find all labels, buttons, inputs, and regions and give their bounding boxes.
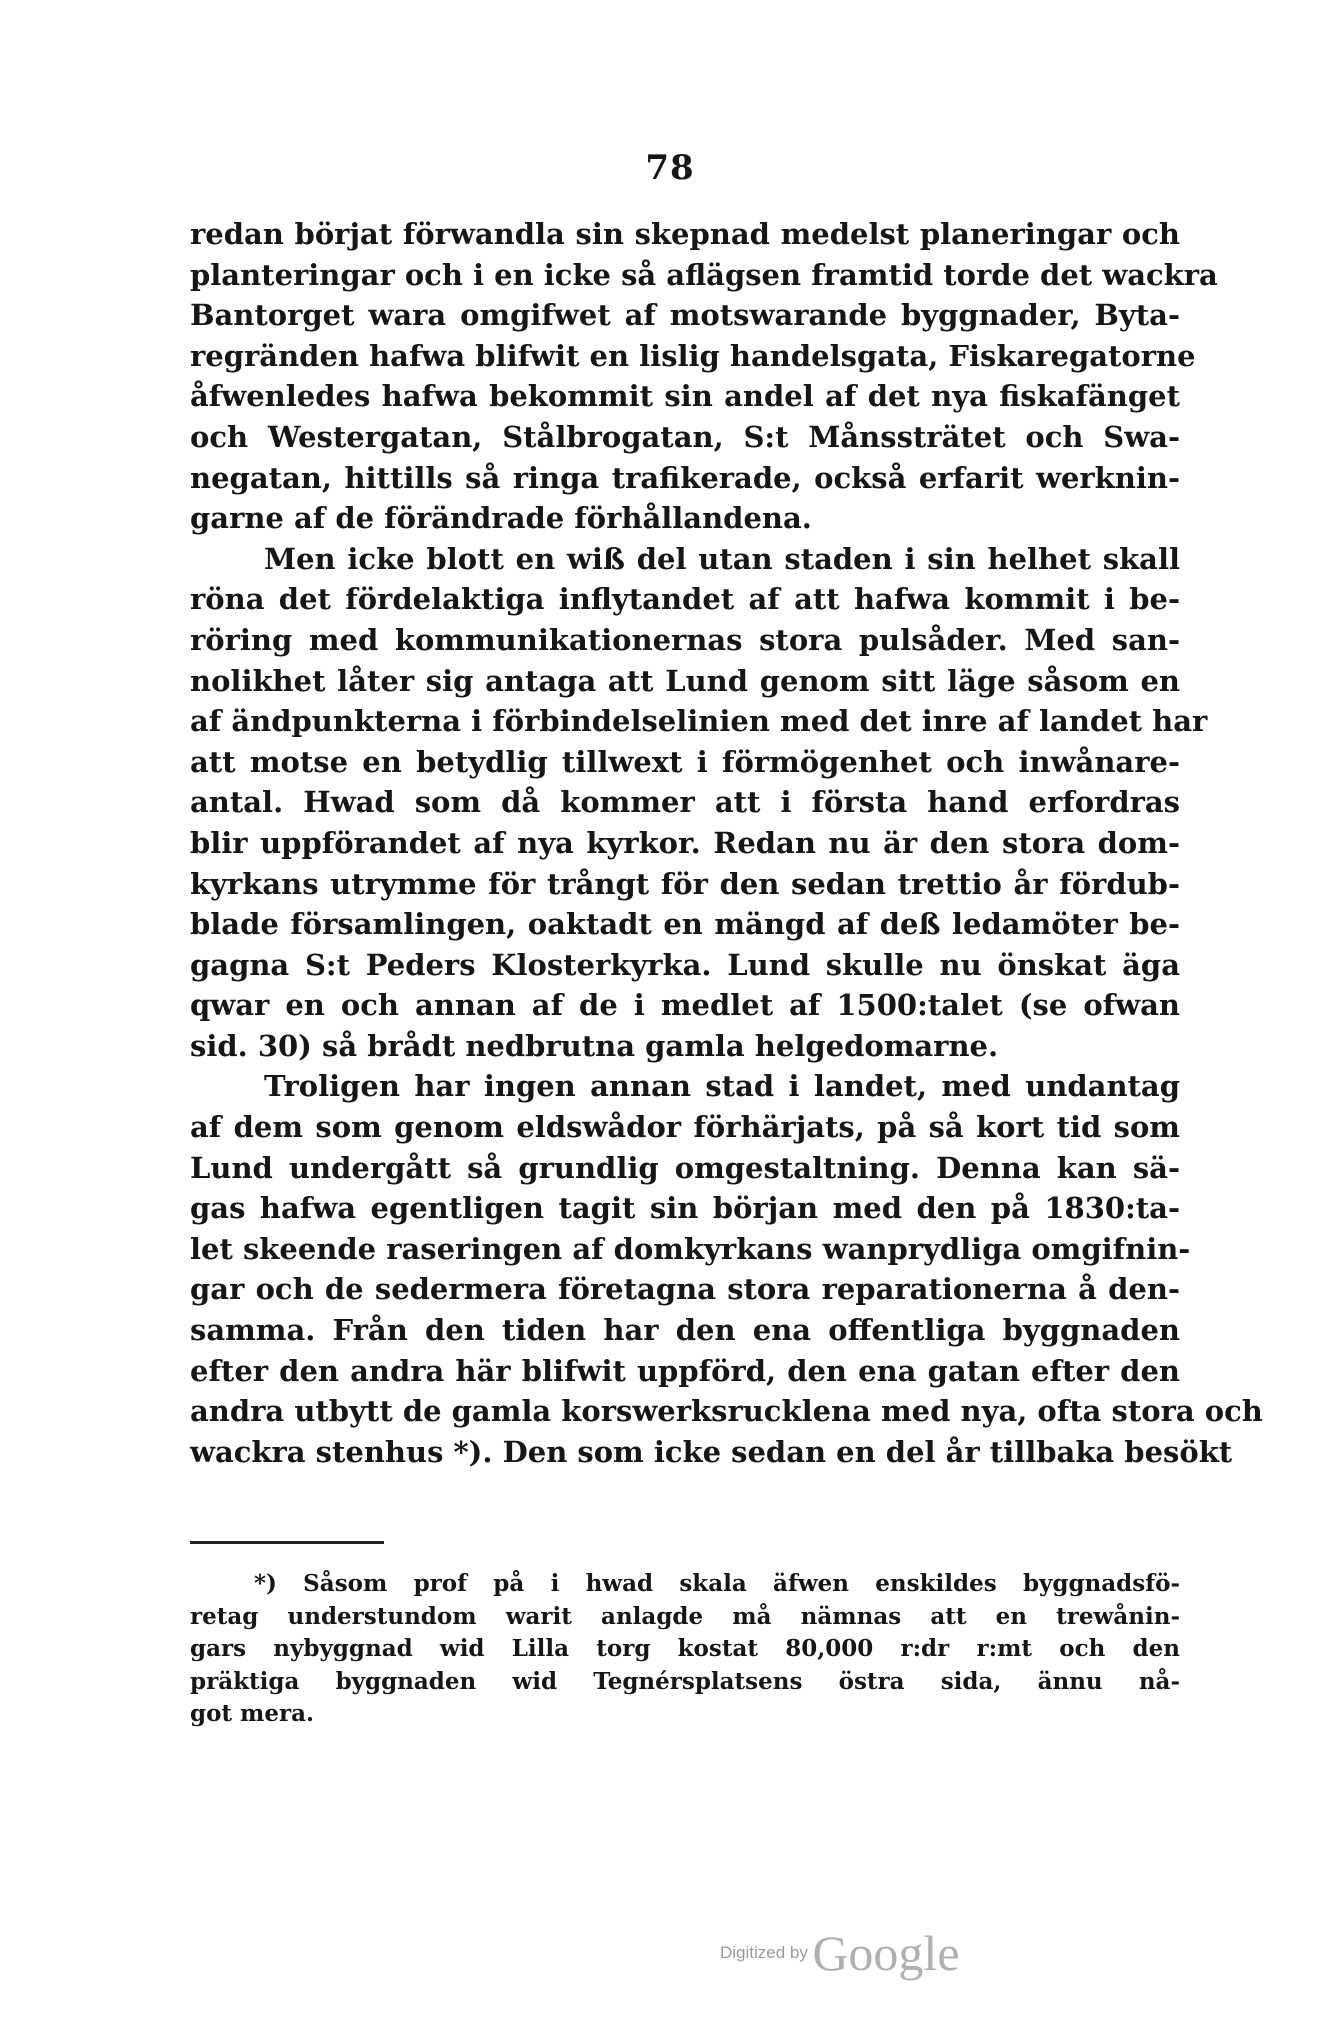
body-text-line: blir uppförandet af nya kyrkor. Redan nu är den stora dom- — [190, 825, 1180, 860]
body-text-line: gas hafwa egentligen tagit sin början med den på 1830:ta- — [190, 1191, 1180, 1226]
footnote — [190, 1568, 1180, 1731]
body-text-line: att motse en betydlig tillwext i förmögenhet och inwånare- — [190, 744, 1180, 779]
body-text-line: röring med kommunikationernas stora pulsåder. Med san- — [190, 622, 1180, 657]
body-text-line: gagna S:t Peders Klosterkyrka. Lund skulle nu önskat äga — [190, 947, 1180, 982]
body-text-line: sid. 30) så brådt nedbrutna gamla helgedomarne. — [190, 1028, 999, 1063]
body-text-line: antal. Hwad som då kommer att i första hand erfordras — [190, 785, 1180, 820]
body-text-line: Lund undergått så grundlig omgestaltning. Denna kan sä- — [190, 1150, 1180, 1185]
body-text-line: röna det fördelaktiga inflytandet af att hafwa kommit i be- — [190, 582, 1180, 617]
body-text-line: negatan, hittills så ringa trafikerade, också erfarit werknin- — [190, 460, 1180, 495]
body-text-line: och Westergatan, Stålbrogatan, S:t Månssträtet och Swa- — [190, 419, 1180, 454]
body-text-line: andra utbytt de gamla korswerksrucklena med nya, ofta stora och — [190, 1394, 1263, 1429]
body-text — [190, 214, 1263, 1472]
body-text-line: Troligen har ingen annan stad i landet, med undantag — [264, 1069, 1180, 1104]
body-text-line: af ändpunkterna i förbindelselinien med det inre af landet har — [190, 704, 1208, 739]
body-text-line: gar och de sedermera företagna stora reparationerna å den- — [190, 1272, 1180, 1307]
body-text-line: af dem som genom eldswådor förhärjats, på så kort tid som — [190, 1110, 1180, 1145]
footnote-divider — [190, 1541, 384, 1544]
digitized-by-google-watermark — [720, 1924, 960, 1982]
body-text-line: Bantorget wara omgifwet af motswarande byggnader, Byta- — [190, 298, 1180, 333]
body-text-line: regränden hafwa blifwit en lislig handelsgata, Fiskaregatorne — [190, 338, 1196, 373]
body-text-line: Men icke blott en wiß del utan staden i sin helhet skall — [264, 541, 1180, 576]
body-text-line: kyrkans utrymme för trångt för den sedan trettio år fördub- — [190, 866, 1180, 901]
body-text-line: åfwenledes hafwa bekommit sin andel af det nya fiskafänget — [190, 379, 1180, 414]
footnote-line: gars nybyggnad wid Lilla torg kostat 80,000 r:dr r:mt och den — [190, 1635, 1180, 1662]
body-text-line: garne af de förändrade förhållandena. — [190, 501, 812, 536]
body-text-line: let skeende raseringen af domkyrkans wanprydliga omgifnin- — [190, 1231, 1191, 1266]
watermark-prefix: Digitized by — [720, 1943, 808, 1962]
body-text-line: nolikhet låter sig antaga att Lund genom sitt läge såsom en — [190, 663, 1180, 698]
footnote-line: *) Såsom prof på i hwad skala äfwen enskildes byggnadsfö- — [254, 1570, 1180, 1597]
page-number: 78 — [645, 148, 695, 188]
footnote-line: präktiga byggnaden wid Tegnérsplatsens östra sida, ännu nå- — [190, 1667, 1180, 1695]
body-text-line: wackra stenhus *). Den som icke sedan en del år tillbaka besökt — [190, 1434, 1233, 1469]
body-text-line: efter den andra här blifwit uppförd, den ena gatan efter den — [190, 1353, 1180, 1388]
body-text-line: blade församlingen, oaktadt en mängd af deß ledamöter be- — [190, 907, 1180, 942]
footnote-line: retag understundom warit anlagde må nämnas att en trewånin- — [190, 1602, 1180, 1630]
body-text-line: planteringar och i en icke så aflägsen framtid torde det wackra — [190, 257, 1218, 292]
body-text-line: samma. Från den tiden har den ena offentliga byggnaden — [190, 1313, 1180, 1348]
body-text-line: redan börjat förwandla sin skepnad medelst planeringar och — [190, 217, 1180, 251]
google-logo: Google — [812, 1925, 960, 1981]
footnote-line: got mera. — [190, 1700, 315, 1727]
body-text-line: qwar en och annan af de i medlet af 1500:talet (se ofwan — [190, 988, 1180, 1023]
